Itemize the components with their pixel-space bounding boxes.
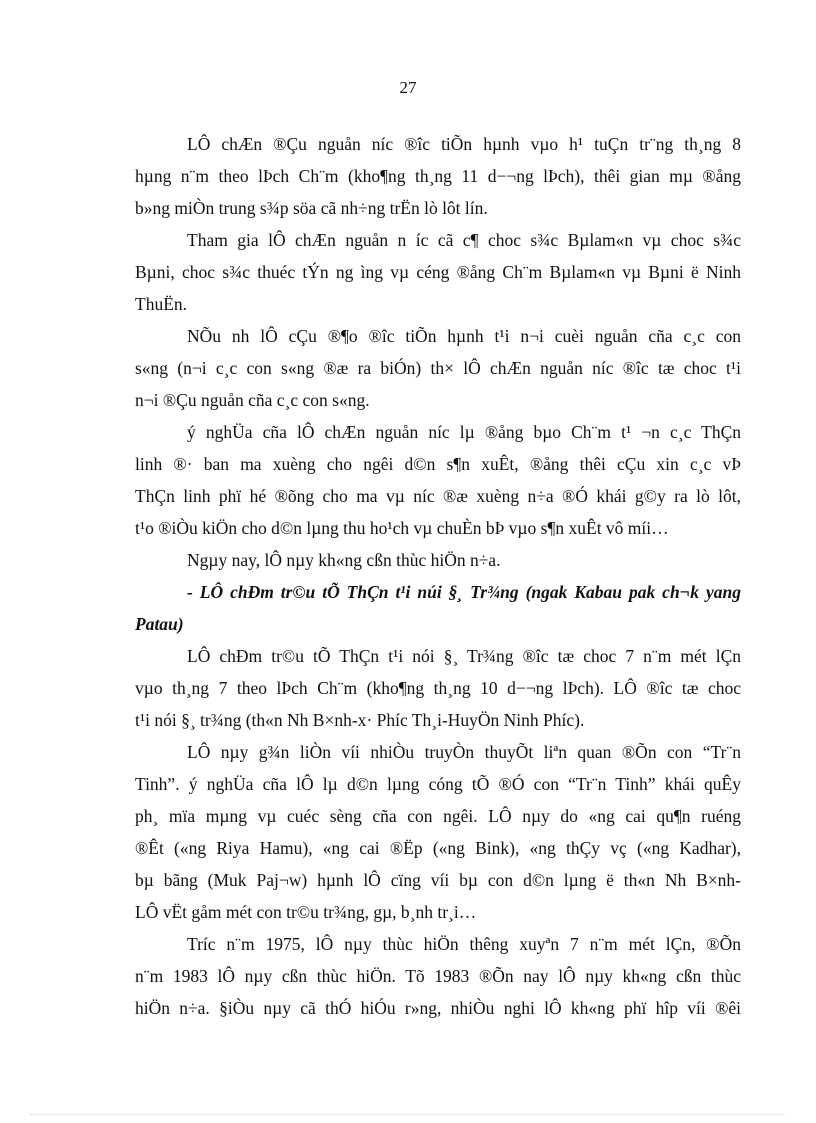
text-line: s«ng (n¬i c¸c con s«ng ®æ ra biÓn) th× lÔ chÆn nguån níc ®îc tæ choc t¹i	[135, 358, 741, 378]
section-heading: - LÔ chÐm tr©u tÕ ThÇn t¹i núi §¸ Tr¾ng (ngak Kabau pak ch¬k yang	[187, 582, 741, 602]
text-line: Ngµy nay, lÔ nµy kh«ng cßn thùc hiÖn n÷a.	[187, 550, 501, 570]
text-line: LÔ vËt gåm mét con tr©u tr¾ng, gµ, b¸nh tr¸i…	[135, 902, 477, 922]
text-line: t¹o ®iÒu kiÖn cho d©n lµng thu ho¹ch vµ chuÈn bÞ vµo s¶n xuÊt vô míi…	[135, 518, 669, 538]
text-line: ThuËn.	[135, 294, 188, 314]
text-line: Bµni, choc s¾c thuéc tÝn ng ìng vµ céng ®ång Ch¨m Bµlam«n vµ Bµni ë Ninh	[135, 262, 741, 282]
text-line: LÔ chÐm tr©u tÕ ThÇn t¹i nói §¸ Tr¾ng ®îc tæ choc 7 n¨m mét lÇn	[187, 646, 741, 666]
text-line: Tham gia lÔ chÆn nguån n íc cã c¶ choc s¾c Bµlam«n vµ choc s¾c	[187, 230, 741, 250]
text-line: b»ng miÒn trung s¾p söa cã nh÷ng trËn lò lôt lín.	[135, 198, 488, 218]
page-number: 27	[399, 78, 417, 97]
text-line: LÔ chÆn ®Çu nguån níc ®îc tiÕn hµnh vµo h¹ tuÇn tr¨ng th¸ng 8	[187, 134, 741, 154]
text-line: n¬i ®Çu nguån cña c¸c con s«ng.	[135, 390, 370, 410]
text-line: NÕu nh lÔ cÇu ®¶o ®îc tiÕn hµnh t¹i n¬i cuèi nguån cña c¸c con	[187, 326, 741, 346]
text-line: vµo th¸ng 7 theo lÞch Ch¨m (kho¶ng th¸ng 10 d−¬ng lÞch). LÔ ®îc tæ choc	[135, 678, 741, 698]
text-line: hiÖn n÷a. §iÒu nµy cã thÓ hiÓu r»ng, nhiÒu nghi lÔ kh«ng phï hîp víi ®êi	[135, 998, 741, 1018]
text-line: linh ®· ban ma xuèng cho ngêi d©n s¶n xuÊt, ®ång thêi cÇu xin c¸c vÞ	[135, 454, 741, 474]
body-text	[135, 128, 741, 1024]
section-heading-continued: Patau)	[135, 614, 184, 634]
text-line: ph¸ mïa mµng vµ cuéc sèng cña con ngêi. LÔ nµy do «ng cai qu¶n ruéng	[135, 806, 741, 826]
text-line: ThÇn linh phï hé ®õng cho ma vµ níc ®æ xuèng n÷a ®Ó khái g©y ra lò lôt,	[135, 486, 741, 506]
text-line: ®Êt («ng Riya Hamu), «ng cai ®Ëp («ng Bink), «ng thÇy vç («ng Kadhar),	[135, 838, 741, 858]
text-line: bµ bãng (Muk Paj¬w) hµnh lÔ cïng víi bµ con d©n lµng ë th«n Nh B×nh-	[135, 870, 741, 890]
text-line: Tríc n¨m 1975, lÔ nµy thùc hiÖn thêng xuyªn 7 n¨m mét lÇn, ®Õn	[187, 934, 741, 954]
footer-rule	[30, 1114, 786, 1115]
text-line: hµng n¨m theo lÞch Ch¨m (kho¶ng th¸ng 11 d−¬ng lÞch), thêi gian mµ ®ång	[135, 166, 741, 186]
text-line: t¹i nói §¸ tr¾ng (th«n Nh B×nh-x· Phíc Th¸i-HuyÖn Ninh Phíc).	[135, 710, 585, 730]
text-line: n¨m 1983 lÔ nµy cßn thùc hiÖn. Tõ 1983 ®Õn nay lÔ nµy kh«ng cßn thùc	[135, 966, 741, 986]
text-line: Tinh”. ý nghÜa cña lÔ lµ d©n lµng cóng tÕ ®Ó con “Tr¨n Tinh” khái quÊy	[135, 774, 741, 794]
text-line: LÔ nµy g¾n liÒn víi nhiÒu truyÒn thuyÕt liªn quan ®Õn con “Tr¨n	[187, 742, 741, 762]
text-line: ý nghÜa cña lÔ chÆn nguån níc lµ ®ång bµo Ch¨m t¹ ¬n c¸c ThÇn	[187, 422, 741, 442]
